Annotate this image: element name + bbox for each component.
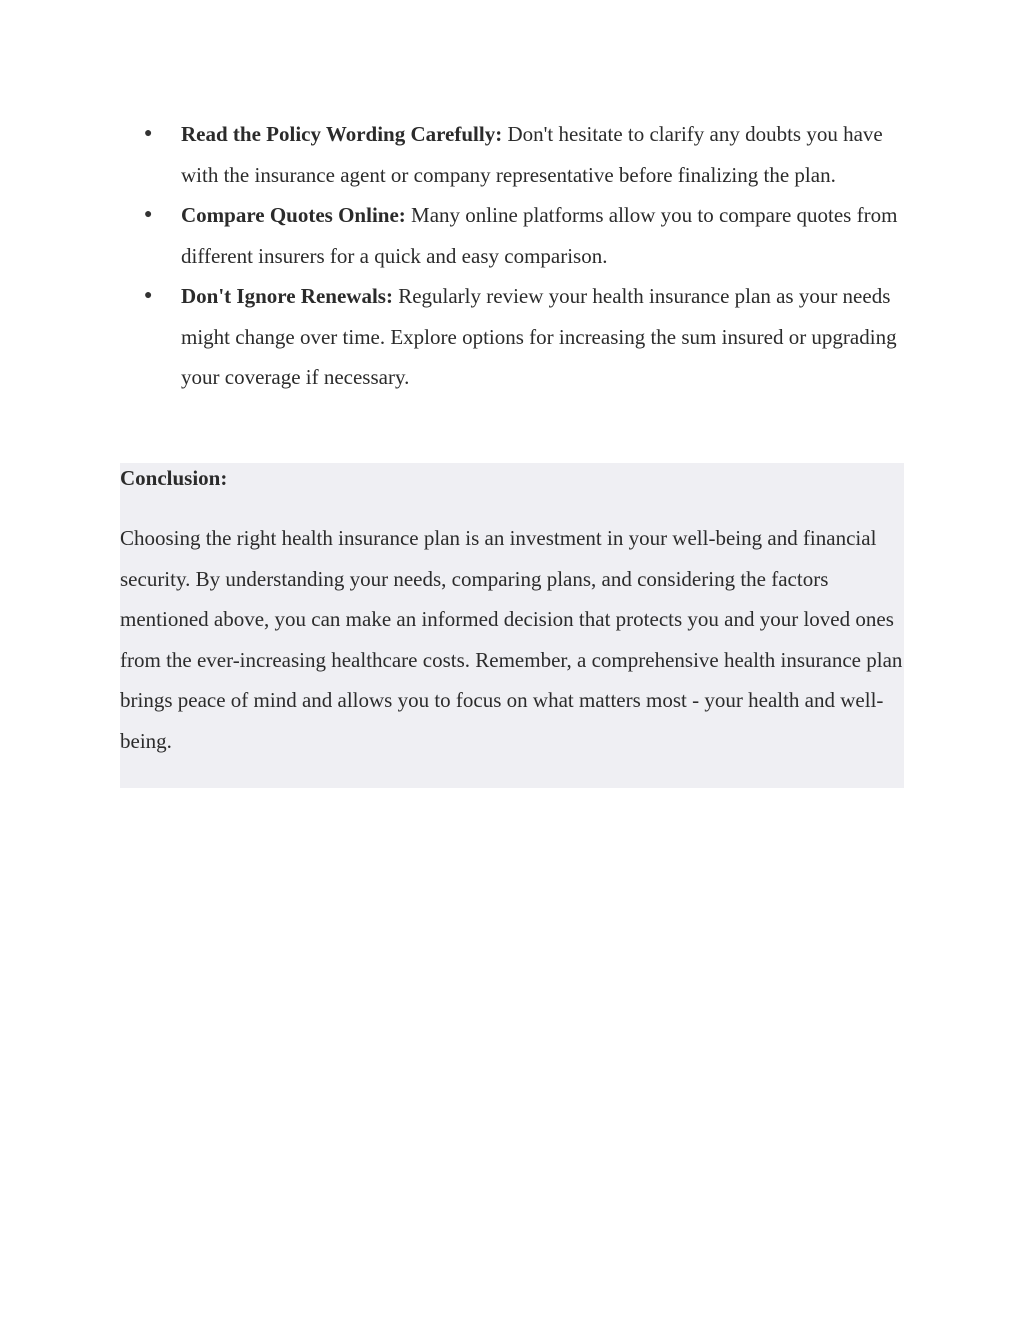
bullet-item-renewals: [120, 276, 904, 398]
bullet-title: Don't Ignore Renewals:: [181, 284, 393, 308]
bullet-title: Read the Policy Wording Carefully:: [181, 122, 503, 146]
bullet-text: Don't hesitate to clarify any doubts you have with the insurance agent or company representative before finalizing the plan.: [181, 122, 883, 187]
bullet-dot-icon: ●: [144, 288, 153, 303]
tips-bullet-list: [120, 114, 904, 398]
bullet-dot-icon: ●: [144, 126, 153, 141]
conclusion-section: [120, 463, 904, 788]
bullet-title: Compare Quotes Online:: [181, 203, 406, 227]
conclusion-heading: Conclusion:: [120, 466, 228, 490]
bullet-dot-icon: ●: [144, 207, 153, 222]
conclusion-body: Choosing the right health insurance plan is an investment in your well-being and financial security. By understanding your needs, comparing plans, and considering the factors mentioned above, you can make an informed decision that protects you and your loved ones from the ever-increasing healthcare costs. Remember, a comprehensive health insurance plan brings peace of mind and allows you to focus on what matters most - your health and well-being.: [120, 526, 903, 753]
bullet-text: Regularly review your health insurance plan as your needs might change over time. Explore options for increasing the sum insured or upgrading your coverage if necessary.: [181, 284, 897, 389]
bullet-text: Many online platforms allow you to compare quotes from different insurers for a quick and easy comparison.: [181, 203, 898, 268]
bullet-item-read-policy: [120, 114, 904, 195]
bullet-item-compare-quotes: [120, 195, 904, 276]
